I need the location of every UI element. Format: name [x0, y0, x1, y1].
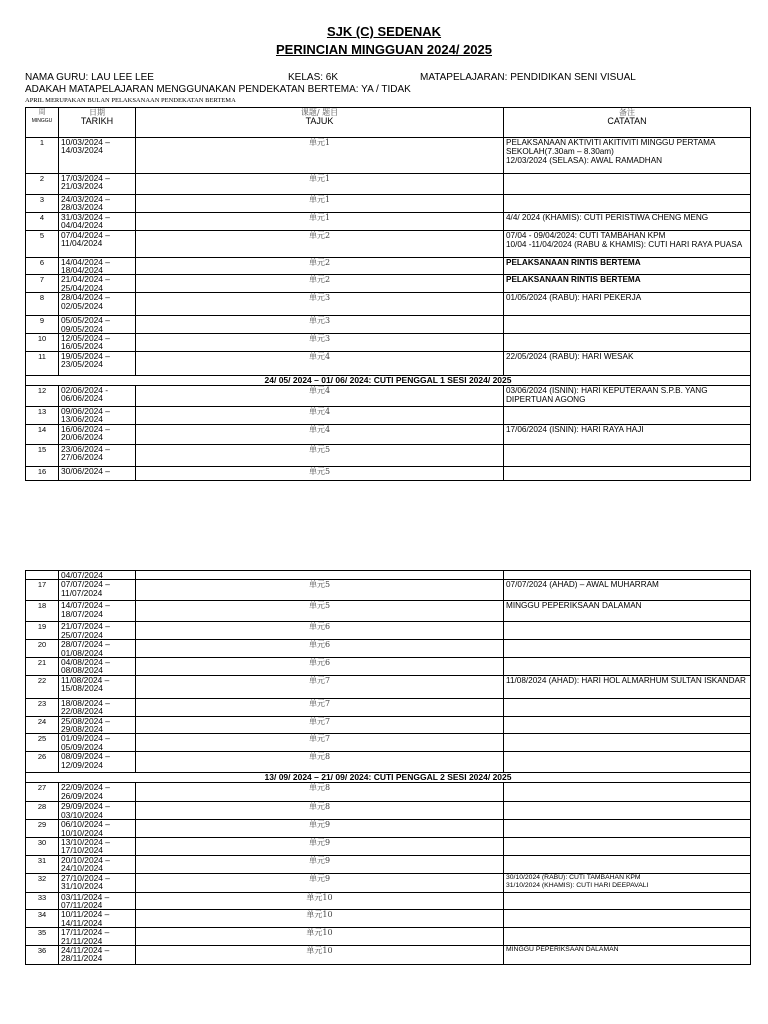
table-row: [26, 928, 751, 946]
week-cell: 2: [26, 174, 59, 195]
topic-cell: 单元4: [136, 424, 504, 444]
week-cell: 11: [26, 351, 59, 375]
week-cell: 35: [26, 928, 59, 946]
table-row: [26, 873, 751, 892]
date-cell: 28/07/2024 – 01/08/2024: [59, 640, 136, 658]
table-row: [26, 698, 751, 716]
week-cell: [26, 571, 59, 580]
week-cell: 21: [26, 658, 59, 676]
table-header: [26, 108, 751, 138]
notes-cell: 17/06/2024 (ISNIN): HARI RAYA HAJI: [504, 424, 751, 444]
notes-cell: [504, 734, 751, 752]
date-cell: 05/05/2024 – 09/05/2024: [59, 316, 136, 334]
notes-cell: [504, 406, 751, 424]
notes-cell: [504, 855, 751, 873]
date-cell: 13/10/2024 – 17/10/2024: [59, 837, 136, 855]
header-week: 周 MINGGU: [26, 108, 59, 138]
notes-cell: [504, 571, 751, 580]
date-cell: 03/11/2024 – 07/11/2024: [59, 892, 136, 910]
notes-cell: MINGGU PEPERIKSAAN DALAMAN: [504, 945, 751, 964]
topic-cell: 单元2: [136, 257, 504, 275]
date-cell: 16/06/2024 – 20/06/2024: [59, 424, 136, 444]
teacher-name: NAMA GURU: LAU LEE LEE: [25, 72, 154, 83]
topic-cell: 单元7: [136, 698, 504, 716]
table-row: [26, 334, 751, 352]
notes-cell: PELAKSANAAN AKTIVITI AKITIVITI MINGGU PERTAMA SEKOLAH(7.30am – 8.30am) 12/03/2024 (SELASA): AWAL RAMADHAN: [504, 138, 751, 174]
date-cell: 21/07/2024 – 25/07/2024: [59, 622, 136, 640]
date-cell: 19/05/2024 – 23/05/2024: [59, 351, 136, 375]
table-row: [26, 716, 751, 734]
topic-cell: 单元2: [136, 230, 504, 257]
week-cell: 12: [26, 385, 59, 406]
notes-cell: [504, 802, 751, 820]
topic-cell: 单元10: [136, 910, 504, 928]
notes-cell: [504, 640, 751, 658]
table-row: [26, 385, 751, 406]
table-row: [26, 892, 751, 910]
approach-question: ADAKAH MATAPELAJARAN MENGGUNAKAN PENDEKATAN BERTEMA: YA / TIDAK: [25, 84, 411, 95]
week-cell: 6: [26, 257, 59, 275]
notes-cell: [504, 752, 751, 773]
notes-cell: [504, 892, 751, 910]
notes-cell: [504, 716, 751, 734]
header-notes: 备注 CATATAN: [504, 108, 751, 138]
notes-cell: [504, 466, 751, 480]
topic-cell: 单元4: [136, 406, 504, 424]
date-cell: 12/05/2024 – 16/05/2024: [59, 334, 136, 352]
week-cell: 15: [26, 444, 59, 466]
week-cell: 16: [26, 466, 59, 480]
term-break-row: [26, 375, 751, 385]
table-row: [26, 580, 751, 601]
notes-cell: 30/10/2024 (RABU): CUTI TAMBAHAN KPM 31/10/2024 (KHAMIS): CUTI HARI DEEPAVALI: [504, 873, 751, 892]
week-cell: 24: [26, 716, 59, 734]
header-date: 日期 TARIKH: [59, 108, 136, 138]
date-cell: 30/06/2024 –: [59, 466, 136, 480]
week-cell: 13: [26, 406, 59, 424]
notes-cell: 01/05/2024 (RABU): HARI PEKERJA: [504, 293, 751, 316]
table-row: [26, 622, 751, 640]
date-cell: 08/09/2024 – 12/09/2024: [59, 752, 136, 773]
topic-cell: 单元5: [136, 601, 504, 622]
table-row: [26, 837, 751, 855]
table-row: [26, 424, 751, 444]
week-cell: 25: [26, 734, 59, 752]
date-cell: 07/04/2024 – 11/04/2024: [59, 230, 136, 257]
topic-cell: 单元9: [136, 855, 504, 873]
date-cell: 01/09/2024 – 05/09/2024: [59, 734, 136, 752]
document-title: PERINCIAN MINGGUAN 2024/ 2025: [275, 42, 492, 57]
topic-cell: 单元10: [136, 945, 504, 964]
week-cell: 18: [26, 601, 59, 622]
table-row: [26, 910, 751, 928]
table-row: [26, 406, 751, 424]
notes-cell: [504, 910, 751, 928]
notes-cell: [504, 195, 751, 213]
date-cell: 24/03/2024 – 28/03/2024: [59, 195, 136, 213]
term-break-label: 13/ 09/ 2024 – 21/ 09/ 2024: CUTI PENGGAL 2 SESI 2024/ 2025: [26, 773, 751, 783]
table-row: [26, 444, 751, 466]
week-cell: 26: [26, 752, 59, 773]
week-cell: 1: [26, 138, 59, 174]
topic-cell: 单元10: [136, 928, 504, 946]
topic-cell: 单元4: [136, 385, 504, 406]
topic-cell: 单元1: [136, 174, 504, 195]
term-break-label: 24/ 05/ 2024 – 01/ 06/ 2024: CUTI PENGGAL 1 SESI 2024/ 2025: [26, 375, 751, 385]
table-row: [26, 138, 751, 174]
table-row: [26, 571, 751, 580]
topic-cell: 单元9: [136, 820, 504, 838]
school-name: SJK (C) SEDENAK: [326, 24, 442, 39]
week-cell: 19: [26, 622, 59, 640]
topic-cell: 单元9: [136, 873, 504, 892]
week-cell: 7: [26, 275, 59, 293]
notes-cell: PELAKSANAAN RINTIS BERTEMA: [504, 257, 751, 275]
week-cell: 31: [26, 855, 59, 873]
notes-cell: [504, 334, 751, 352]
date-cell: 22/09/2024 – 26/09/2024: [59, 783, 136, 802]
date-cell: 29/09/2024 – 03/10/2024: [59, 802, 136, 820]
topic-cell: 单元7: [136, 675, 504, 698]
notes-cell: [504, 698, 751, 716]
notes-cell: [504, 820, 751, 838]
notes-cell: MINGGU PEPERIKSAAN DALAMAN: [504, 601, 751, 622]
date-cell: 25/08/2024 – 29/08/2024: [59, 716, 136, 734]
topic-cell: 单元1: [136, 212, 504, 230]
date-cell: 10/03/2024 – 14/03/2024: [59, 138, 136, 174]
notes-cell: [504, 928, 751, 946]
table-row: [26, 351, 751, 375]
date-cell: 24/11/2024 – 28/11/2024: [59, 945, 136, 964]
topic-cell: 单元1: [136, 138, 504, 174]
topic-cell: 单元6: [136, 658, 504, 676]
week-cell: 30: [26, 837, 59, 855]
date-cell: 11/08/2024 – 15/08/2024: [59, 675, 136, 698]
table-row: [26, 466, 751, 480]
table-row: [26, 752, 751, 773]
table-row: [26, 855, 751, 873]
week-cell: 9: [26, 316, 59, 334]
week-cell: 33: [26, 892, 59, 910]
april-note: APRIL MERUPAKAN BULAN PELAKSANAAN PENDEKATAN BERTEMA: [25, 97, 236, 104]
date-cell: 17/03/2024 – 21/03/2024: [59, 174, 136, 195]
subject-label: MATAPELAJARAN: PENDIDIKAN SENI VISUAL: [420, 72, 636, 83]
date-cell: 04/07/2024: [59, 571, 136, 580]
week-cell: 22: [26, 675, 59, 698]
week-cell: 34: [26, 910, 59, 928]
header-topic: 课题/ 题目 TAJUK: [136, 108, 504, 138]
week-cell: 20: [26, 640, 59, 658]
date-cell: 28/04/2024 – 02/05/2024: [59, 293, 136, 316]
week-cell: 28: [26, 802, 59, 820]
date-cell: 14/04/2024 – 18/04/2024: [59, 257, 136, 275]
week-cell: 8: [26, 293, 59, 316]
topic-cell: 单元5: [136, 444, 504, 466]
weekly-table-page1: [25, 107, 751, 481]
notes-cell: [504, 837, 751, 855]
topic-cell: 单元1: [136, 195, 504, 213]
topic-cell: 单元5: [136, 466, 504, 480]
topic-cell: 单元9: [136, 837, 504, 855]
topic-cell: 单元5: [136, 580, 504, 601]
date-cell: 27/10/2024 – 31/10/2024: [59, 873, 136, 892]
topic-cell: 单元3: [136, 293, 504, 316]
class-label: KELAS: 6K: [288, 72, 339, 83]
topic-cell: 单元6: [136, 622, 504, 640]
date-cell: 20/10/2024 – 24/10/2024: [59, 855, 136, 873]
date-cell: 04/08/2024 – 08/08/2024: [59, 658, 136, 676]
notes-cell: [504, 658, 751, 676]
week-cell: 23: [26, 698, 59, 716]
notes-cell: [504, 622, 751, 640]
topic-cell: 单元2: [136, 275, 504, 293]
topic-cell: 单元7: [136, 734, 504, 752]
week-cell: 3: [26, 195, 59, 213]
table-row: [26, 675, 751, 698]
table-row: [26, 257, 751, 275]
date-cell: 02/06/2024 - 06/06/2024: [59, 385, 136, 406]
notes-cell: 4/4/ 2024 (KHAMIS): CUTI PERISTIWA CHENG MENG: [504, 212, 751, 230]
table-row: [26, 783, 751, 802]
week-cell: 29: [26, 820, 59, 838]
week-cell: 32: [26, 873, 59, 892]
table-row: [26, 820, 751, 838]
week-cell: 10: [26, 334, 59, 352]
date-cell: 09/06/2024 – 13/06/2024: [59, 406, 136, 424]
table-row: [26, 174, 751, 195]
notes-cell: PELAKSANAAN RINTIS BERTEMA: [504, 275, 751, 293]
notes-cell: 11/08/2024 (AHAD): HARI HOL ALMARHUM SULTAN ISKANDAR: [504, 675, 751, 698]
notes-cell: [504, 444, 751, 466]
table-row: [26, 601, 751, 622]
notes-cell: [504, 783, 751, 802]
date-cell: 10/11/2024 – 14/11/2024: [59, 910, 136, 928]
date-cell: 07/07/2024 – 11/07/2024: [59, 580, 136, 601]
weekly-table-page2: [25, 570, 751, 965]
notes-cell: [504, 316, 751, 334]
notes-cell: [504, 174, 751, 195]
table-row: [26, 734, 751, 752]
table-row: [26, 275, 751, 293]
notes-cell: 22/05/2024 (RABU): HARI WESAK: [504, 351, 751, 375]
week-cell: 17: [26, 580, 59, 601]
topic-cell: 单元6: [136, 640, 504, 658]
date-cell: 21/04/2024 – 25/04/2024: [59, 275, 136, 293]
topic-cell: 单元8: [136, 783, 504, 802]
week-cell: 4: [26, 212, 59, 230]
topic-cell: 单元7: [136, 716, 504, 734]
notes-cell: 07/04 - 09/04/2024: CUTI TAMBAHAN KPM 10/04 -11/04/2024 (RABU & KHAMIS): CUTI HARI RAYA PUASA: [504, 230, 751, 257]
topic-cell: 单元8: [136, 802, 504, 820]
table-row: [26, 212, 751, 230]
topic-cell: [136, 571, 504, 580]
week-cell: 36: [26, 945, 59, 964]
week-cell: 14: [26, 424, 59, 444]
topic-cell: 单元4: [136, 351, 504, 375]
date-cell: 06/10/2024 – 10/10/2024: [59, 820, 136, 838]
table-row: [26, 640, 751, 658]
topic-cell: 单元3: [136, 334, 504, 352]
date-cell: 31/03/2024 – 04/04/2024: [59, 212, 136, 230]
notes-cell: 03/06/2024 (ISNIN): HARI KEPUTERAAN S.P.B. YANG DIPERTUAN AGONG: [504, 385, 751, 406]
week-cell: 5: [26, 230, 59, 257]
table-row: [26, 802, 751, 820]
week-cell: 27: [26, 783, 59, 802]
topic-cell: 单元3: [136, 316, 504, 334]
date-cell: 14/07/2024 – 18/07/2024: [59, 601, 136, 622]
table-row: [26, 658, 751, 676]
date-cell: 23/06/2024 – 27/06/2024: [59, 444, 136, 466]
term-break-row: [26, 773, 751, 783]
date-cell: 17/11/2024 – 21/11/2024: [59, 928, 136, 946]
topic-cell: 单元10: [136, 892, 504, 910]
table-row: [26, 230, 751, 257]
table-row: [26, 293, 751, 316]
table-row: [26, 316, 751, 334]
table-row: [26, 195, 751, 213]
table-row: [26, 945, 751, 964]
topic-cell: 单元8: [136, 752, 504, 773]
date-cell: 18/08/2024 – 22/08/2024: [59, 698, 136, 716]
notes-cell: 07/07/2024 (AHAD) – AWAL MUHARRAM: [504, 580, 751, 601]
